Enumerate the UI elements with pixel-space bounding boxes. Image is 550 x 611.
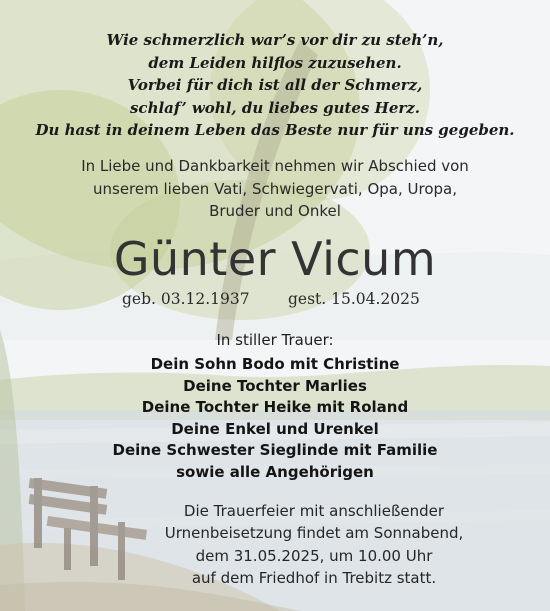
intro-line-1: In Liebe und Dankbarkeit nehmen wir Abschied von <box>81 157 469 175</box>
poem-line-5: Du hast in deinem Leben das Beste nur für uns gegeben. <box>35 121 515 139</box>
mourner-line-5: Deine Schwester Sieglinde mit Familie <box>112 441 438 460</box>
intro-line-2: unserem lieben Vati, Schwiegervati, Opa, Uropa, <box>92 179 457 198</box>
intro-line-3: Bruder und Onkel <box>209 202 341 220</box>
mourner-line-3: Deine Tochter Heike mit Roland <box>141 398 409 417</box>
birth-date: geb. 03.12.1937 <box>122 290 250 308</box>
deceased-name: Günter Vicum <box>113 232 437 286</box>
service-line-1: Die Trauerfeier mit anschließender <box>183 502 445 520</box>
mourner-line-4: Deine Enkel und Urenkel <box>171 419 379 438</box>
poem-line-4: schlaf’ wohl, du liebes gutes Herz. <box>129 98 421 117</box>
service-line-3: dem 31.05.2025, um 10.00 Uhr <box>195 546 433 565</box>
poem-line-3: Vorbei für dich ist all der Schmerz, <box>127 76 423 94</box>
mourner-line-1: Dein Sohn Bodo mit Christine <box>150 355 400 373</box>
death-date: gest. 15.04.2025 <box>288 290 420 308</box>
poem-line-1: Wie schmerzlich war’s vor dir zu steh’n, <box>106 31 444 49</box>
mourning-heading: In stiller Trauer: <box>216 331 334 349</box>
mourner-line-2: Deine Tochter Marlies <box>183 376 367 395</box>
service-line-4: auf dem Friedhof in Trebitz statt. <box>191 568 437 587</box>
mourner-line-6: sowie alle Angehörigen <box>176 463 374 481</box>
poem-line-2: dem Leiden hilflos zuzusehen. <box>148 53 402 72</box>
service-line-2: Urnenbeisetzung findet am Sonnabend, <box>164 524 464 543</box>
